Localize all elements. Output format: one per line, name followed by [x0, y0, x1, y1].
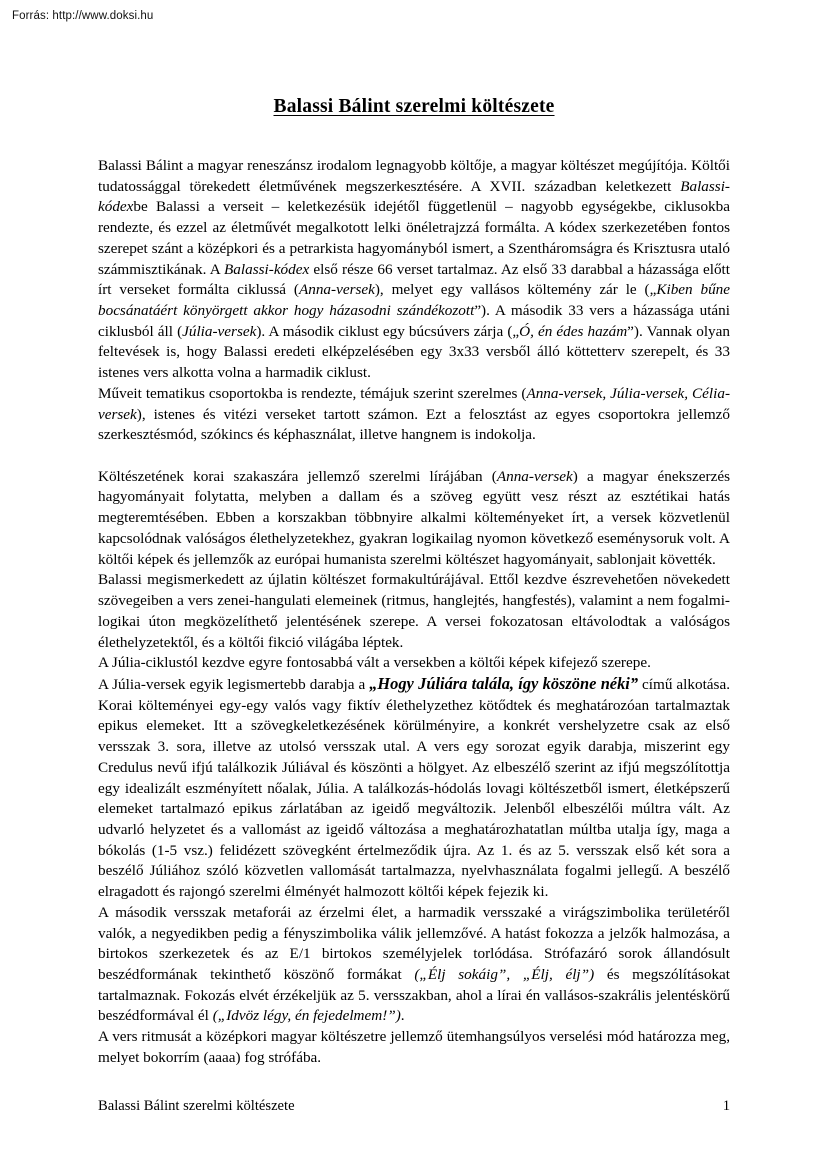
text-run: ), istenes és vitézi verseket tartott számon. Ezt a felosztást az egyes csoportokra jellemző szerkesztésmód, szókincs és képhasználat, illetve hangnem is indokolja. — [98, 405, 730, 444]
text-run: ”). A második 33 vers a házassága utáni ciklusból áll ( — [98, 302, 730, 340]
paragraph — [98, 1027, 730, 1068]
text-run: Balassi Bálint a magyar reneszánsz irodalom legnagyobb költője, a magyar költészet megújítója. Költői tudatossággal törekedett életművének megszerkesztésére. A XVII. században keletkezett — [98, 157, 730, 195]
text-run: Költészetének korai szakaszára jellemző szerelmi lírájában ( — [98, 467, 497, 485]
text-run: ), melyet egy vallásos költemény zár le („ — [374, 281, 657, 299]
paragraph — [98, 384, 730, 446]
page-title: Balassi Bálint szerelmi költészete — [273, 96, 555, 117]
paragraph — [98, 467, 730, 571]
text-run: ) a magyar énekszerzés hagyományait folytatta, melyben a dallam és a szöveg együtt vesz részt az esztétikai hatás megteremtésében. Ebben a korszakban többnyire alkalmi költeményeket írt, a versek közvetlenül kapcsolódnak valóságos élethelyzetekhez, gyakran logikailag nyomon következő eseménysoruk volt. A költői képek és jellemzők az európai humanista szerelmi költészet hagyományait, sablonjait követték. — [98, 467, 730, 568]
footer-title: Balassi Bálint szerelmi költészete — [98, 1098, 295, 1114]
text-run: Balassi megismerkedett az újlatin költészet formakultúrájával. Ettől kezdve észrevehetően növekedett szövegeiben a vers zenei-hangulati elemeinek (ritmus, hanglejtés, hangfestés), valamint a nem fogalmi-logikai úton megközelíthető jelentésének szerepe. A versei fokozatosan eltávolodtak a valóságos élethelyzetektől, és a költői fikció világába léptek. — [98, 571, 730, 651]
page-footer — [98, 1098, 730, 1115]
text-run: . — [400, 1007, 405, 1025]
paragraph — [98, 903, 730, 1027]
text-run: A Júlia-ciklustól kezdve egyre fontosabbá vált a versekben a költői képek kifejező szerepe. — [98, 654, 651, 672]
poem-title-run: „Hogy Júliára talála, így köszöne néki” — [369, 673, 639, 693]
text-run: be Balassi a verseit – keletkezésük idejétől függetlenül – nagyobb egységekbe, ciklusokba rendezte, és ezzel az életművét megalkotott lelki önéletrajzzá formálta. A kódex szerkezetében fontos szerepet szánt a középkori és a petrarkista hagyományból ismert, a Szentháromságra és Krisztusra utaló számmisztikának. A — [98, 198, 730, 278]
footer-page-number: 1 — [722, 1098, 730, 1114]
text-run: első része 66 verset tartalmaz. Az első 33 darabbal a házassága előtt írt verseket formálta ciklussá ( — [98, 260, 730, 299]
italic-run: Ó, én édes hazám — [519, 322, 628, 340]
paragraph — [98, 156, 730, 384]
text-run: és megszólításokat tartalmaznak. Fokozás elvét érzékeljük az 5. versszakban, ahol a lírai én vallásos-szakrális jelentéskörű beszédformával él — [98, 966, 730, 1025]
italic-run: („Élj sokáig”, „Élj, élj”) — [414, 966, 595, 983]
paragraph — [98, 570, 730, 653]
italic-run: Kiben bűne bocsánatáért könyörgett akkor hogy házasodni szándékozott — [98, 281, 731, 320]
text-run: A második versszak metaforái az érzelmi élet, a harmadik versszaké a virágszimbolika területéről valók, a negyedikben pedig a fényszimbolika válik jellemzővé. A hatást fokozza a jelzők halmozása, a birtokos szerkezetek és az E/1 birtokos személyjelek torlódása. Strófazáró sorok állandósult beszédformának tekinthető köszönő formákat — [98, 903, 730, 983]
italic-run: („Idvöz légy, én fejedelmem!”) — [212, 1007, 401, 1025]
italic-run: Júlia-versek — [182, 322, 257, 340]
source-url-header: Forrás: http://www.doksi.hu — [12, 10, 154, 22]
paragraph-container — [98, 156, 730, 1069]
text-run: A Júlia-versek egyik legismertebb darabja a — [98, 675, 370, 693]
italic-run: Anna-versek — [496, 467, 573, 485]
text-run: című alkotása. Korai költeményei egy-egy valós vagy fiktív élethelyzethez kötődtek és meghatározóan tartalmaztak epikus elemeket. Itt a szövegkeletkezésének körülményire, a konkrét vershelyzetre csak az első versszak 3. sora, illetve az utolsó versszak utal. A vers egy sorozat egyik darabja, miszerint egy Credulus nevű ifjú találkozik Júliával és köszönti a hölgyet. Az elbeszélő szerint az ifjú megszólítottja egy idealizált eszményített nőalak, Júlia. A találkozás-hódolás lovagi költészetből ismert, életképszerű elemeket tartalmazó epikus zárlatában az igeidő megváltozik. Jelenből elbeszélői múltra vált. Az udvarló helyzetet és a vallomást az igeidő változása a meghatározhatatlan múltba utalja így, maga a bókolás (1-5 vsz.) felidézett szövegként értelmeződik újra. Az 1. és az 5. versszak első két sora a beszélő Júliához szóló közvetlen vallomását tartalmazza, nyelvhasználata fogalmi jellegű. A beszélő elragadott és rajongó szerelmi élményét halmozott költői képek fejezik ki. — [98, 675, 730, 901]
italic-run: Anna-versek, Júlia-versek, Célia-versek — [98, 384, 730, 423]
paragraph — [98, 674, 730, 903]
text-run: Műveit tematikus csoportokba is rendezte, témájuk szerint szerelmes ( — [98, 384, 527, 402]
italic-run: Balassi-kódex — [98, 177, 730, 216]
paragraph — [98, 653, 730, 674]
document-body — [98, 96, 730, 1069]
text-run: ”). Vannak olyan feltevések is, hogy Balassi eredeti elképzelésében egy 3x33 versből álló köttetterv szerepelt, és 33 istenes vers alkotta volna a harmadik ciklust. — [98, 322, 730, 382]
text-run: ). A második ciklust egy búcsúvers zárja („ — [256, 322, 520, 340]
italic-run: Anna-versek — [298, 281, 375, 299]
text-run: A vers ritmusát a középkori magyar költészetre jellemző ütemhangsúlyos verselési mód határozza meg, melyet bokorrím (aaaa) fog strófába. — [98, 1028, 730, 1066]
italic-run: Balassi-kódex — [224, 260, 310, 278]
